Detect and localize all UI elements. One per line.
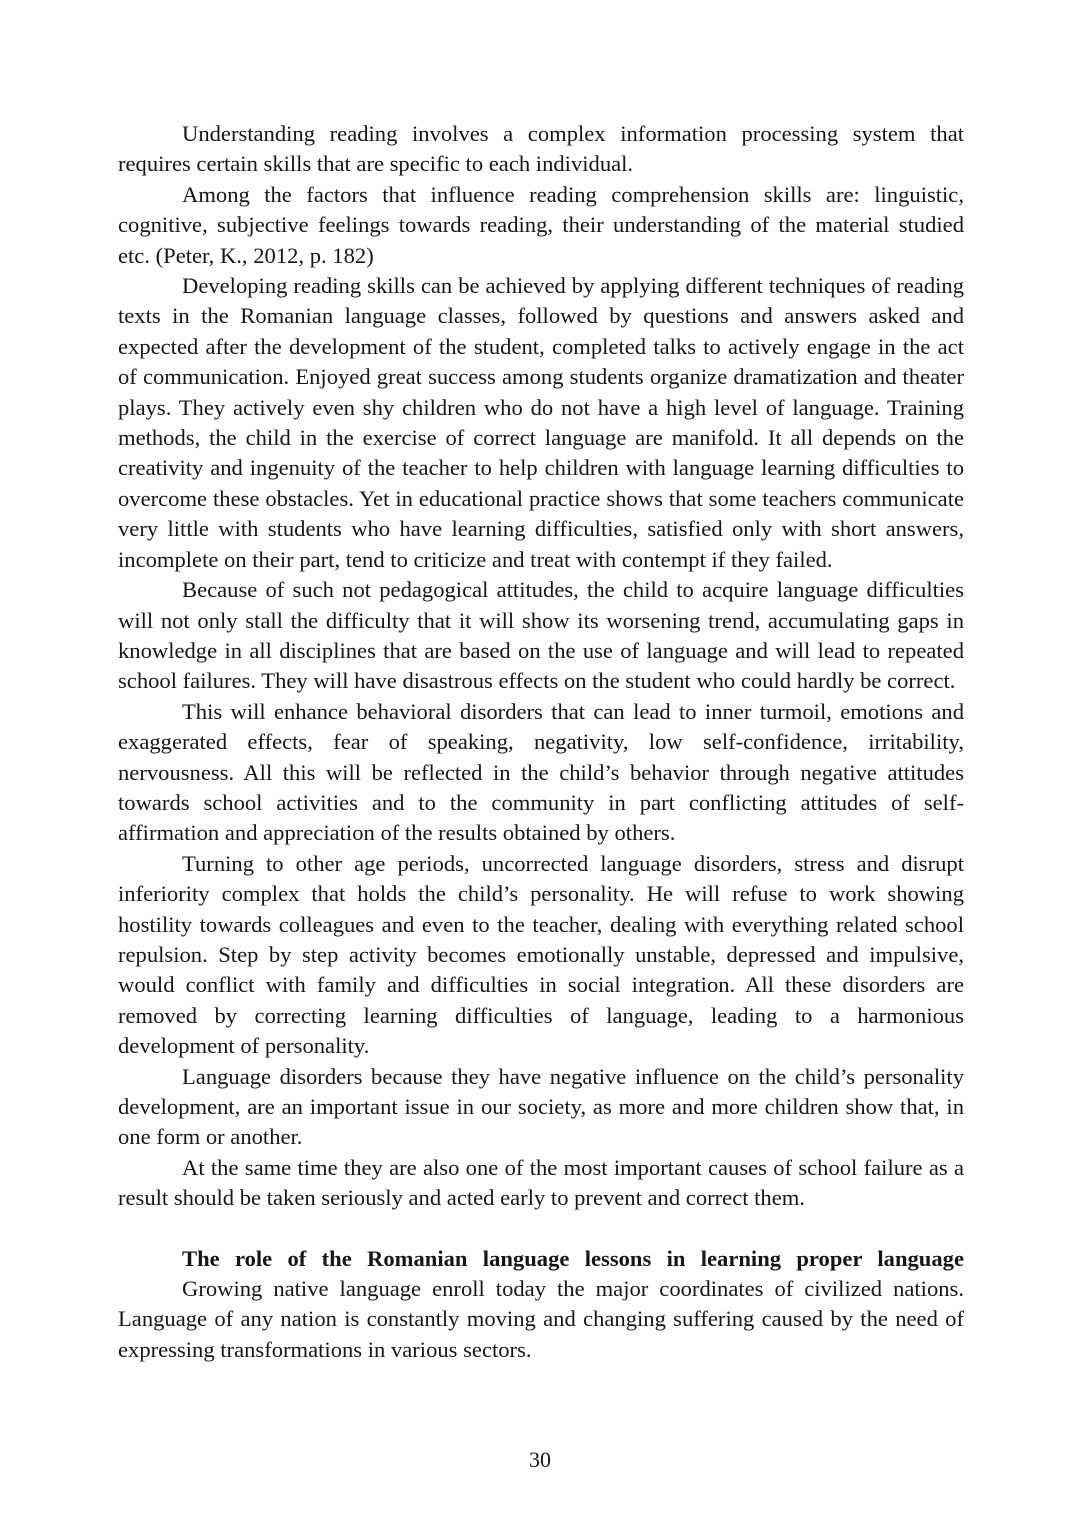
document-page [118,119,964,1365]
paragraph-pedagogical-attitudes: Because of such not pedagogical attitudes, the child to acquire language difficulties will not only stall the difficulty that it will show its worsening trend, accumulating gaps in knowledge in all disciplines that are based on the use of language and will lead to repeated school failures. They will have disastrous effects on the student who could hardly be correct. [118,577,964,694]
paragraph-age-periods: Turning to other age periods, uncorrected language disorders, stress and disrupt inferiority complex that holds the child’s personality. He will refuse to work showing hostility towards colleagues and even to the teacher, dealing with everything related school repulsion. Step by step activity becomes emotionally unstable, depressed and impulsive, would conflict with family and difficulties in social integration. All these disorders are removed by correcting learning difficulties of language, leading to a harmonious development of personality. [118,850,964,1059]
paragraph-native-language: Growing native language enroll today the major coordinates of civilized nations. Language of any nation is constantly moving and changing suffering caused by the need of expressing transformations in various sectors. [118,1276,964,1362]
paragraph-reading-comprehension: Understanding reading involves a complex information processing system that requires certain skills that are specific to each individual. [118,121,964,177]
section-heading: The role of the Romanian language lessons in learning proper language [182,1245,964,1271]
paragraph-behavioral-disorders: This will enhance behavioral disorders that can lead to inner turmoil, emotions and exaggerated effects, fear of speaking, negativity, low self-confidence, irritability, nervousness. All this will be reflected in the child’s behavior through negative attitudes towards school activities and to the community in part conflicting attitudes of self-affirmation and appreciation of the results obtained by others. [118,698,964,846]
paragraph-language-disorders: Language disorders because they have negative influence on the child’s personality development, are an important issue in our society, as more and more children show that, in one form or another. [118,1063,964,1150]
paragraph-school-failure: At the same time they are also one of the most important causes of school failure as a result should be taken seriously and acted early to prevent and correct them. [118,1154,964,1211]
paragraph-developing-skills: Developing reading skills can be achieved by applying different techniques of reading texts in the Romanian language classes, followed by questions and answers asked and expected after the development of the student, completed talks to actively engage in the act of communication. Enjoyed great success among students organize dramatization and theater plays. They actively even shy children who do not have a high level of language. Training methods, the child in the exercise of correct language are manifold. It all depends on the creativity and ingenuity of the teacher to help children with language learning difficulties to overcome these obstacles. Yet in educational practice shows that some teachers communicate very little with students who have learning difficulties, satisfied only with short answers, incomplete on their part, tend to criticize and treat with contempt if they failed. [118,273,964,572]
page-number: 30 [529,1447,551,1472]
paragraph-influence-factors: Among the factors that influence reading comprehension skills are: linguistic, cognitive, subjective feelings towards reading, their understanding of the material studied etc. (Peter, K., 2012, p. 182) [118,181,964,268]
